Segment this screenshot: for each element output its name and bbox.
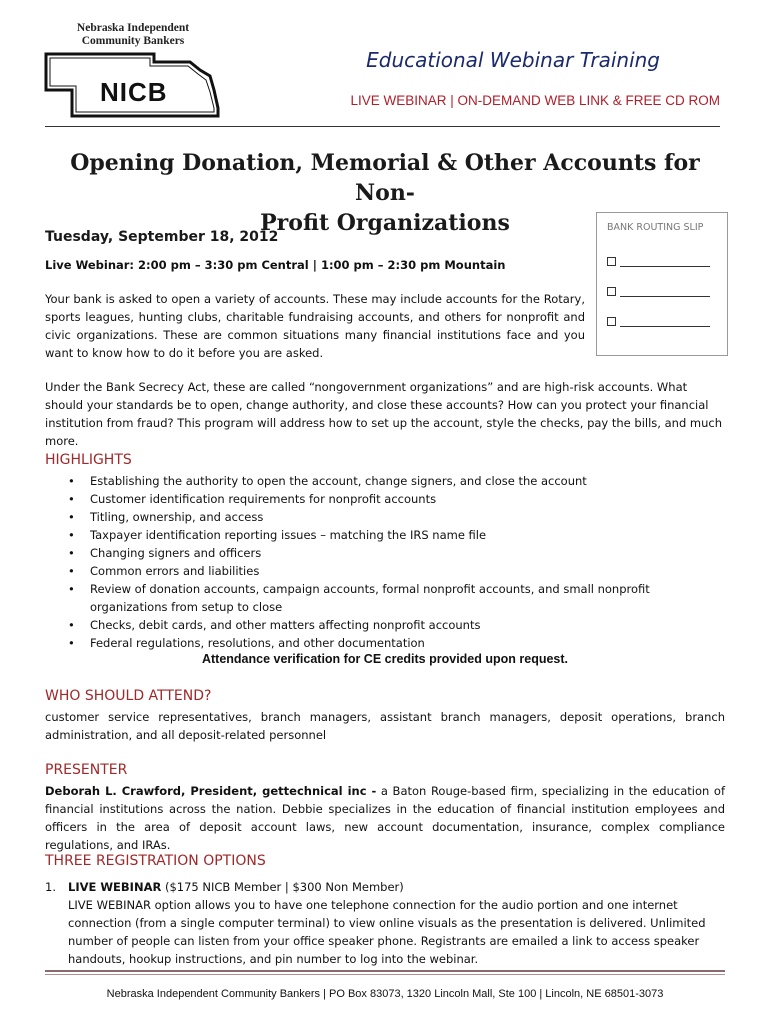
list-item: • Common errors and liabilities (65, 562, 725, 580)
routing-slip-line[interactable] (607, 257, 710, 270)
intro-paragraph: Your bank is asked to open a variety of accounts. These may include accounts for the Rotary, sports leagues, hunting clubs, charitable fundraising accounts, and others for nonprofit and civic organizations. These are common situations many financial institutions face and you want to know how to do it before you are asked. (45, 292, 585, 360)
checkbox-icon[interactable] (607, 317, 616, 326)
nicb-logo (42, 22, 222, 122)
option-number: 1. (45, 880, 56, 894)
who-should-attend-heading: WHO SHOULD ATTEND? (45, 688, 212, 704)
highlights-list (65, 472, 725, 652)
who-should-attend-text: customer service representatives, branch managers, assistant branch managers, deposit operations, branch administration, and all deposit-related personnel (45, 710, 725, 742)
option-name: LIVE WEBINAR (68, 880, 162, 894)
event-date: Tuesday, September 18, 2012 (45, 229, 279, 245)
list-item: • Federal regulations, resolutions, and other documentation (65, 634, 725, 652)
presenter-heading: PRESENTER (45, 762, 128, 778)
routing-slip-line[interactable] (607, 317, 710, 330)
logo-abbr: NICB (100, 77, 168, 107)
registration-option-1 (45, 878, 725, 968)
list-item: • Taxpayer identification reporting issues – matching the IRS name file (65, 526, 725, 544)
logo-org-name: Nebraska Independent Community Bankers (76, 22, 190, 47)
list-item: • Changing signers and officers (65, 544, 725, 562)
presenter-bio: a Baton Rouge-based firm, specializing in the education of financial institutions across the nation. Debbie specializes in the education of financial institution employees and officers in the area of deposit account laws, new account documentation, insurance, complex compliance regulations, and IRAs. (45, 784, 725, 852)
highlights-heading: HIGHLIGHTS (45, 452, 132, 468)
header-subtitle: LIVE WEBINAR | ON-DEMAND WEB LINK & FREE CD ROM (350, 93, 720, 108)
presenter-name: Deborah L. Crawford, President, gettechnical inc - (45, 784, 377, 798)
list-item: • Review of donation accounts, campaign accounts, formal nonprofit accounts, and small nonprofit organizations from setup to close (65, 580, 725, 616)
presenter-text (45, 782, 725, 854)
bank-routing-slip (596, 212, 728, 356)
footer-divider (45, 970, 725, 972)
header-title: Educational Webinar Training (366, 48, 660, 72)
event-times: Live Webinar: 2:00 pm – 3:30 pm Central | 1:00 pm – 2:30 pm Mountain (45, 258, 506, 272)
registration-heading: THREE REGISTRATION OPTIONS (45, 853, 266, 869)
option-price: ($175 NICB Member | $300 Non Member) (161, 880, 404, 894)
checkbox-icon[interactable] (607, 257, 616, 266)
attendance-note: Attendance verification for CE credits provided upon request. (201, 652, 569, 666)
list-item: • Titling, ownership, and access (65, 508, 725, 526)
footer-divider (45, 974, 725, 975)
checkbox-icon[interactable] (607, 287, 616, 296)
option-description: LIVE WEBINAR option allows you to have one telephone connection for the audio portion and one internet connection (from a single computer terminal) to view online visuals as the presentation is delivered. Unlimited number of people can listen from your office speaker phone. Registrants are emailed a link to access speaker handouts, hookup instructions, and pin number to log into the webinar. (68, 898, 706, 966)
bsa-paragraph: Under the Bank Secrecy Act, these are called “nongovernment organizations” and are high-risk accounts. What should your standards be to open, change authority, and close these accounts? How can you protect your financial institution from fraud? This program will address how to set up the account, style the checks, pay the bills, and much more. (45, 380, 722, 448)
routing-slip-line[interactable] (607, 287, 710, 300)
routing-slip-title: BANK ROUTING SLIP (607, 222, 704, 233)
list-item: • Establishing the authority to open the account, change signers, and close the account (65, 472, 725, 490)
list-item: • Checks, debit cards, and other matters affecting nonprofit accounts (65, 616, 725, 634)
footer-address: Nebraska Independent Community Bankers | PO Box 83073, 1320 Lincoln Mall, Ste 100 | Lincoln, NE 68501-3073 (106, 988, 664, 1000)
page-title: Opening Donation, Memorial & Other Accounts for Non- Profit Organizations (70, 150, 700, 236)
header-divider (45, 126, 720, 127)
list-item: • Customer identification requirements for nonprofit accounts (65, 490, 725, 508)
